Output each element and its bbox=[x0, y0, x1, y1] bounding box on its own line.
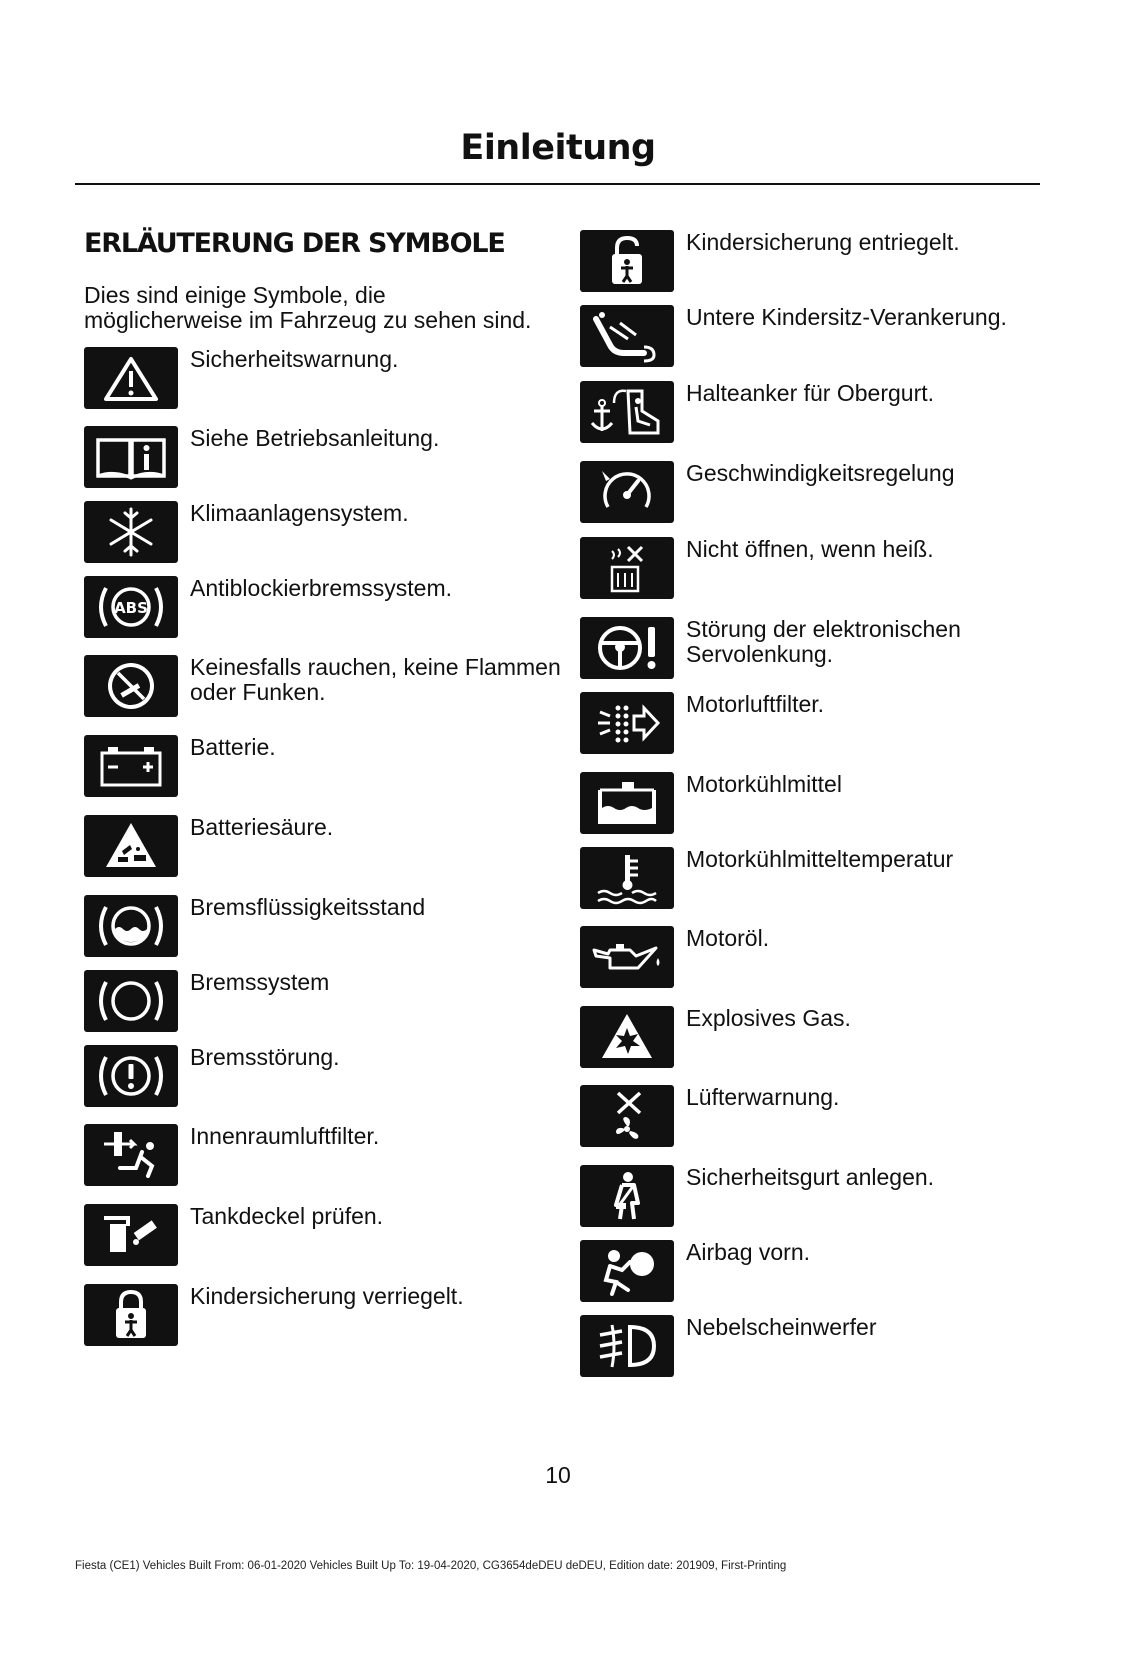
air-conditioning-icon bbox=[84, 501, 178, 563]
symbol-label: Untere Kindersitz-Verankerung. bbox=[686, 304, 1007, 330]
brake-fault-icon bbox=[84, 1045, 178, 1107]
engine-coolant-icon bbox=[580, 772, 674, 834]
battery-acid-icon bbox=[84, 815, 178, 877]
svg-text:ABS: ABS bbox=[114, 599, 148, 617]
symbol-label: Motorkühlmitteltemperatur bbox=[686, 846, 954, 872]
fog-lamp-icon bbox=[580, 1315, 674, 1377]
symbol-label: Bremsflüssigkeitsstand bbox=[190, 894, 426, 920]
symbol-label: Tankdeckel prüfen. bbox=[190, 1203, 384, 1229]
symbol-label: Keinesfalls rauchen, keine Flammen oder Funken. bbox=[190, 654, 561, 705]
intro-text: Dies sind einige Symbole, die möglicherweise im Fahrzeug zu sehen sind. bbox=[84, 282, 532, 333]
symbol-label: Siehe Betriebsanleitung. bbox=[190, 425, 440, 451]
front-airbag-icon bbox=[580, 1240, 674, 1302]
symbol-label: Explosives Gas. bbox=[686, 1005, 851, 1031]
symbol-label: Antiblockierbremssystem. bbox=[190, 575, 453, 601]
symbol-label: Kindersicherung verriegelt. bbox=[190, 1283, 464, 1309]
fan-warning-icon bbox=[580, 1085, 674, 1147]
symbol-label: Nebelscheinwerfer bbox=[686, 1314, 877, 1340]
page-title: Einleitung bbox=[460, 128, 656, 168]
symbol-label: Kindersicherung entriegelt. bbox=[686, 229, 960, 255]
title-divider bbox=[75, 183, 1040, 185]
engine-oil-icon bbox=[580, 926, 674, 988]
child-seat-anchor-icon bbox=[580, 305, 674, 367]
do-not-open-hot-icon bbox=[580, 537, 674, 599]
explosive-gas-icon bbox=[580, 1006, 674, 1068]
symbol-label: Motorluftfilter. bbox=[686, 691, 825, 717]
owner-manual-icon bbox=[84, 426, 178, 488]
symbol-label: Sicherheitsgurt anlegen. bbox=[686, 1164, 935, 1190]
coolant-temperature-icon bbox=[580, 847, 674, 909]
fuel-cap-icon bbox=[84, 1204, 178, 1266]
footer-text: Fiesta (CE1) Vehicles Built From: 06-01-2020 Vehicles Built Up To: 19-04-2020, CG3654deDEU deDEU, Edition date: 201909, First-Printing bbox=[75, 1560, 787, 1572]
top-tether-anchor-icon bbox=[580, 381, 674, 443]
symbol-label: Bremsstörung. bbox=[190, 1044, 340, 1070]
symbol-label: Klimaanlagensystem. bbox=[190, 500, 409, 526]
power-steering-fault-icon bbox=[580, 617, 674, 679]
seatbelt-icon bbox=[580, 1165, 674, 1227]
symbol-label: Motorkühlmittel bbox=[686, 771, 842, 797]
section-heading: ERLÄUTERUNG DER SYMBOLE bbox=[84, 228, 505, 259]
abs-icon bbox=[84, 576, 178, 638]
cabin-air-filter-icon bbox=[84, 1124, 178, 1186]
symbol-label: Sicherheitswarnung. bbox=[190, 346, 399, 372]
safety-warning-icon bbox=[84, 347, 178, 409]
symbol-label: Innenraumluftfilter. bbox=[190, 1123, 380, 1149]
battery-icon bbox=[84, 735, 178, 797]
symbol-label: Nicht öffnen, wenn heiß. bbox=[686, 536, 934, 562]
no-smoking-icon bbox=[84, 655, 178, 717]
cruise-control-icon bbox=[580, 461, 674, 523]
symbol-label: Lüfterwarnung. bbox=[686, 1084, 840, 1110]
symbol-label: Batterie. bbox=[190, 734, 276, 760]
symbol-label: Bremssystem bbox=[190, 969, 330, 995]
symbol-label: Airbag vorn. bbox=[686, 1239, 811, 1265]
symbol-label: Störung der elektronischen Servolenkung. bbox=[686, 616, 961, 667]
brake-fluid-icon bbox=[84, 895, 178, 957]
child-lock-locked-icon bbox=[84, 1284, 178, 1346]
brake-system-icon bbox=[84, 970, 178, 1032]
page-number: 10 bbox=[545, 1462, 571, 1488]
symbol-label: Batteriesäure. bbox=[190, 814, 334, 840]
symbol-label: Halteanker für Obergurt. bbox=[686, 380, 935, 406]
child-lock-unlocked-icon bbox=[580, 230, 674, 292]
engine-air-filter-icon bbox=[580, 692, 674, 754]
symbol-label: Motoröl. bbox=[686, 925, 770, 951]
symbol-label: Geschwindigkeitsregelung bbox=[686, 460, 955, 486]
